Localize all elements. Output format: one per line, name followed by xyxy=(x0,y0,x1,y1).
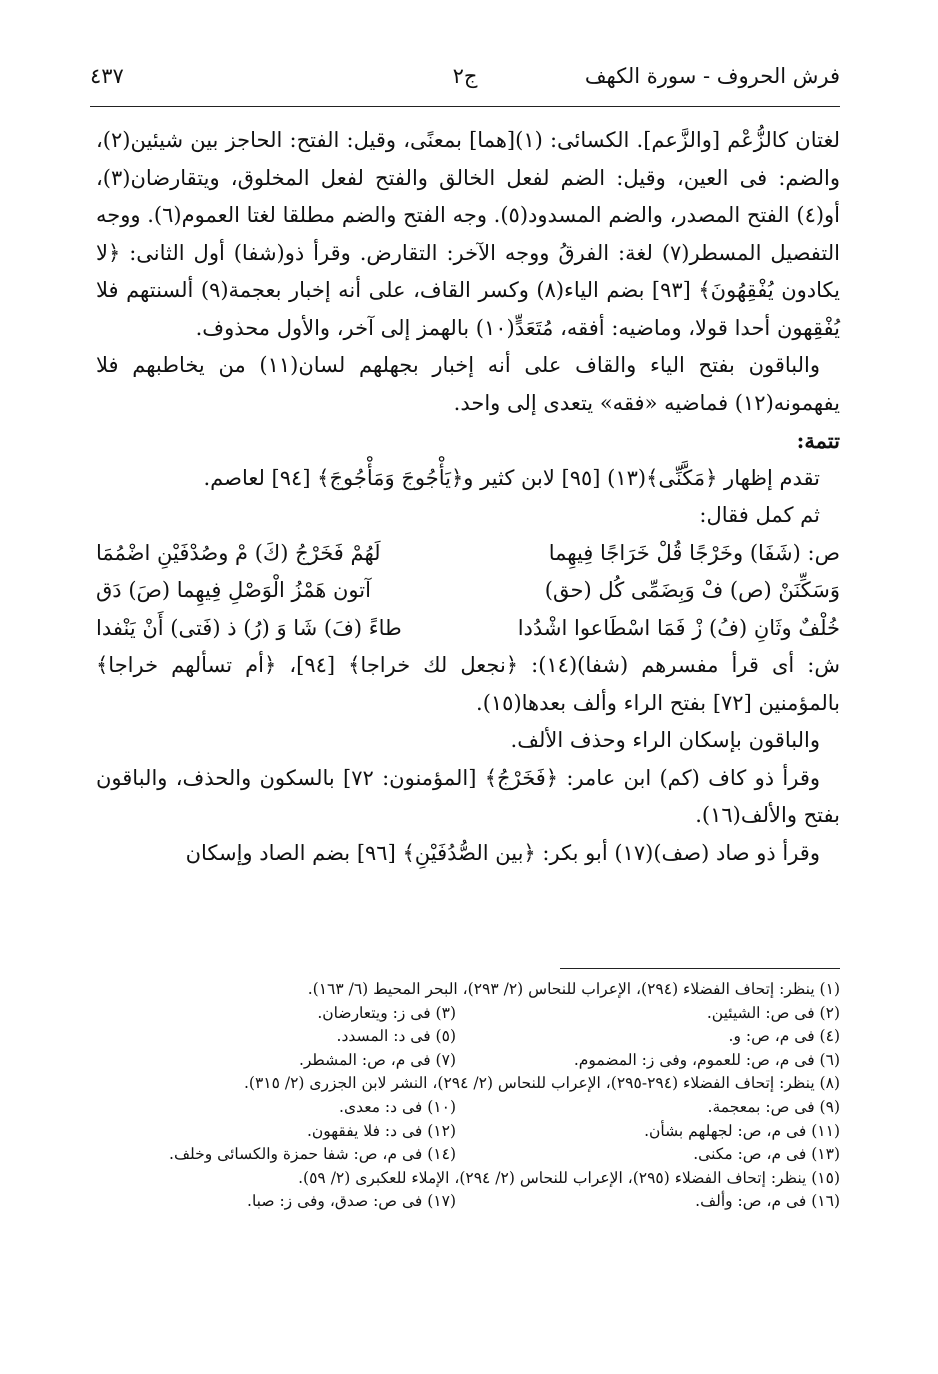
verse-hemistich-b: آتون هَمْزُ الْوَصْلِ فِيهِما (صَ) دَق xyxy=(96,578,371,602)
footnote-row xyxy=(96,1143,840,1167)
main-text xyxy=(96,122,840,872)
footnote-13: (١٣) فى م، ص: مكنى. xyxy=(693,1145,840,1164)
verse-line-2 xyxy=(96,572,840,610)
footnote-17: (١٧) فى ص: صدق، وفى ز: صبا. xyxy=(247,1192,456,1211)
footnote-16: (١٦) فى م، ص: وألف. xyxy=(695,1192,840,1211)
paragraph-1: لغتان كالزُّعْم [والزَّعم]. الكسائى: (١)[هما] بمعنًى، وقيل: الفتح: الحاجز بين شيئين(٢)، والضم: فى العين، وقيل: الضم لفعل الخالق والفتح لفعل المخلوق، ويتقارضان(٣)، أو(٤) الفتح المصدر، والضم المسدود(٥). وجه الفتح والضم مطلقا لغتا العموم(٦). ووجه التفصيل المسطر(٧) لغة: الفرقُ ووجه الآخر: التقارض. وقرأ ذو(شفا) أول الثانى: ﴿لا يكادون يُفْقِهُونَ﴾ [٩٣] بضم الياء(٨) وكسر القاف، على أنه إخبار بعجمة(٩) ألسنتهم فلا يُفْقِهون أحدا قولا، وماضيه: أفقه، مُتَعَدٍّ(١٠) بالهمز إلى آخر، والأول محذوف. xyxy=(96,128,841,340)
footnote-row xyxy=(96,1120,840,1144)
paragraph-7: وقرأ ذو كاف (كم) ابن عامر: ﴿فَخَرْجُ﴾ [المؤمنون: ٧٢] بالسكون والحذف، والباقون بفتح والألف(١٦). xyxy=(96,765,840,827)
paragraph-6: والباقون بإسكان الراء وحذف الألف. xyxy=(510,728,820,752)
paragraph-4: ثم كمل فقال: xyxy=(699,503,820,527)
volume-label: ج٢ xyxy=(452,64,478,88)
footnote-9: (٩) فى ص: بمعجمة. xyxy=(707,1097,840,1116)
footnote-row xyxy=(96,1190,840,1214)
footnote-15: (١٥) ينظر: إتحاف الفضلاء (٢٩٥)، الإعراب للنحاس (٢/ ٢٩٤)، الإملاء للعكبرى (٢/ ٥٩). xyxy=(298,1168,840,1187)
verse-line-1 xyxy=(96,535,840,573)
verse-line-3 xyxy=(96,610,840,648)
verse-hemistich-b: لَهُمْ فَخَرْجُ (كَ) مْ وصُدْفَيْنِ اضْمُمَا xyxy=(96,540,381,565)
footnote-8: (٨) ينظر: إتحاف الفضلاء (٢٩٤-٢٩٥)، الإعراب للنحاس (٢/ ٢٩٤)، النشر لابن الجزرى (٢/ ٣١٥). xyxy=(243,1074,840,1093)
footnote-row xyxy=(96,1025,840,1049)
verse-hemistich-a: ص: (شَفَا) وخَرْجًا قُلْ خَرَاجًا فِيهِما xyxy=(548,540,840,565)
footnote-4: (٤) فى م، ص: و. xyxy=(728,1027,840,1046)
paragraph-8: وقرأ ذو صاد (صف)(١٧) أبو بكر: ﴿بين الصُّدُفَيْنِ﴾ [٩٦] بضم الصاد وإسكان xyxy=(185,840,820,865)
verse-hemistich-a: وَسَكِّنَنْ (ص) فْ وَبِضَمِّى كُل (حق) xyxy=(544,578,840,602)
footnote-2: (٢) فى ص: الشيئين. xyxy=(706,1003,840,1022)
paragraph-5: ش: أى قرأ مفسرهم (شفا)(١٤): ﴿نجعل لك خراجا﴾ [٩٤]، ﴿أم تسألهم خراجا﴾ بالمؤمنين [٧٢] بفتح الراء وألف بعدها(١٥). xyxy=(96,653,840,715)
page-header xyxy=(90,64,840,96)
footnote-rule xyxy=(560,968,840,969)
footnote-7: (٧) فى م، ص: المشطر. xyxy=(298,1050,456,1069)
footnote-row xyxy=(96,1049,840,1073)
footnote-10: (١٠) فى د: معدى. xyxy=(339,1097,456,1116)
verse-hemistich-b: طاءً (فَ) شَا وَ (رُ) ذ (فَتى) أَنْ يَنْفدا xyxy=(96,615,402,640)
footnote-1: (١) ينظر: إتحاف الفضلاء (٢٩٤)، الإعراب للنحاس (٢/ ٢٩٣)، البحر المحيط (٦/ ١٦٣). xyxy=(307,980,840,998)
footnote-6: (٦) فى م، ص: للعموم، وفى ز: المضموم. xyxy=(573,1050,840,1069)
page-number: ٤٣٧ xyxy=(90,64,124,88)
footnote-14: (١٤) فى م، ص: شفا حمزة والكسائى وخلف. xyxy=(169,1145,456,1164)
paragraph-2: والباقون بفتح الياء والقاف على أنه إخبار بجهلهم لسان(١١) من يخاطبهم فلا يفهمونه(١٢) فماضيه «فقه» يتعدى إلى واحد. xyxy=(96,353,840,415)
footnote-12: (١٢) فى د: فلا يفقهون. xyxy=(306,1121,456,1140)
footnotes xyxy=(96,978,840,1214)
section-heading: تتمة: xyxy=(796,428,840,453)
footnote-11: (١١) فى م، ص: لجهلهم بشأن. xyxy=(644,1121,840,1140)
footnote-5: (٥) فى د: المسدد. xyxy=(336,1027,456,1046)
footnote-row xyxy=(96,1002,840,1026)
paragraph-3: تقدم إظهار ﴿مَكَّنِّى﴾(١٣) [٩٥] لابن كثير و﴿يَأْجُوجَ وَمَأْجُوجَ﴾ [٩٤] لعاصم. xyxy=(203,465,820,490)
verse-hemistich-a: خُلْفٌ وثَانِ (فُ) زْ فَمَا اسْطَاعوا اشْدُدا xyxy=(517,615,840,640)
footnote-row xyxy=(96,1096,840,1120)
footnote-3: (٣) فى ز: ويتعارضان. xyxy=(317,1003,456,1022)
running-title: فرش الحروف - سورة الكهف xyxy=(584,64,840,88)
header-rule xyxy=(90,106,840,107)
